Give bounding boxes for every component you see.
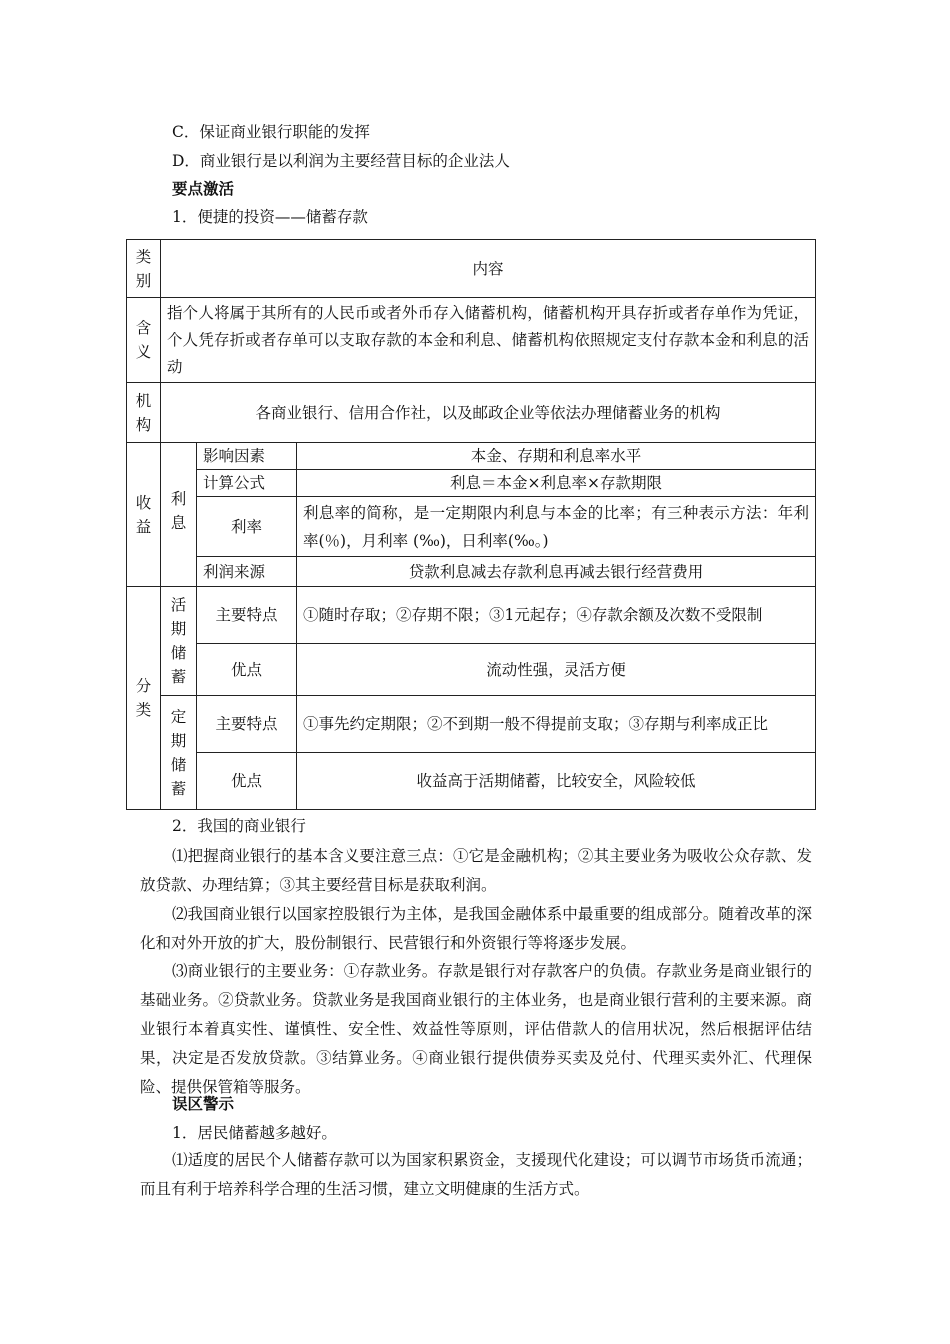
option-c: C．保证商业银行职能的发挥: [172, 123, 370, 141]
table-header-row: [127, 240, 816, 298]
label-lilv: 利率: [197, 497, 297, 557]
table-row-dingqi-tezheng: [127, 696, 816, 753]
text-yingxiang: 本金、存期和利息率水平: [297, 443, 816, 470]
label-hq-youdian: 优点: [197, 644, 297, 696]
item-heading-2: 2．我国的商业银行: [172, 817, 306, 835]
savings-table: [126, 239, 816, 810]
label-fenlei: 分类: [127, 587, 161, 810]
paragraph-3: ⑶商业银行的主要业务：①存款业务。存款是银行对存款客户的负债。存款业务是商业银行的基础业务。②贷款业务。贷款业务是我国商业银行的主体业务，也是商业银行营利的主要来源。商业银行本着真实性、谨慎性、安全性、效益性等原则，评估借款人的信用状况，然后根据评估结果，决定是否发放贷款。③结算业务。④商业银行提供债券买卖及兑付、代理买卖外汇、代理保险、提供保管箱等服务。: [140, 962, 812, 1096]
text-lilv: 利息率的简称，是一定期限内利息与本金的比率；有三种表示方法：年利率(％)，月利率 (‰)，日利率(‰。): [297, 497, 816, 557]
text-hq-youdian: 流动性强，灵活方便: [297, 644, 816, 696]
label-huoqi: 活期储蓄: [161, 587, 197, 696]
table-row-jigou: [127, 383, 816, 443]
section-heading-wuqu: 误区警示: [172, 1094, 235, 1113]
table-row-hanyi: [127, 298, 816, 383]
table-row-huoqi-tezheng: [127, 587, 816, 644]
section-heading-yaodian: 要点激活: [172, 179, 235, 198]
label-yingxiang: 影响因素: [197, 443, 297, 470]
table-row-lirun: [127, 557, 816, 587]
table-row-yingxiang: [127, 443, 816, 470]
label-dq-tezheng: 主要特点: [197, 696, 297, 753]
paragraph-1: ⑴把握商业银行的基本含义要注意三点：①它是金融机构；②其主要业务为吸收公众存款、发放贷款、办理结算；③其主要经营目标是获取利润。: [140, 847, 812, 894]
label-shouyi: 收益: [127, 443, 161, 587]
text-lirun: 贷款利息减去存款利息再减去银行经营费用: [297, 557, 816, 587]
paragraph-2: ⑵我国商业银行以国家控股银行为主体，是我国金融体系中最重要的组成部分。随着改革的深化和对外开放的扩大，股份制银行、民营银行和外资银行等将逐步发展。: [140, 905, 812, 952]
text-jigou: 各商业银行、信用合作社，以及邮政企业等依法办理储蓄业务的机构: [161, 383, 816, 443]
label-dingqi: 定期储蓄: [161, 696, 197, 810]
table-row-dingqi-youdian: [127, 753, 816, 810]
wuqu-item-1: 1．居民储蓄越多越好。: [172, 1124, 337, 1142]
text-dq-tezheng: ①事先约定期限；②不到期一般不得提前支取；③存期与利率成正比: [297, 696, 816, 753]
text-hanyi: 指个人将属于其所有的人民币或者外币存入储蓄机构，储蓄机构开具存折或者存单作为凭证，个人凭存折或者存单可以支取存款的本金和利息、储蓄机构依照规定支付存款本金和利息的活动: [161, 298, 816, 383]
label-gongshi: 计算公式: [197, 470, 297, 497]
table-row-huoqi-youdian: [127, 644, 816, 696]
label-dq-youdian: 优点: [197, 753, 297, 810]
header-leibie: 类别: [127, 240, 161, 298]
item-heading-1: 1．便捷的投资——储蓄存款: [172, 208, 368, 226]
wuqu-paragraph-1: ⑴适度的居民个人储蓄存款可以为国家积累资金，支援现代化建设；可以调节市场货币流通；而且有利于培养科学合理的生活习惯，建立文明健康的生活方式。: [140, 1151, 812, 1198]
text-dq-youdian: 收益高于活期储蓄，比较安全，风险较低: [297, 753, 816, 810]
header-neirong: 内容: [161, 240, 816, 298]
label-hanyi: 含义: [127, 298, 161, 383]
label-lixi: 利息: [161, 443, 197, 587]
label-jigou: 机构: [127, 383, 161, 443]
text-hq-tezheng: ①随时存取；②存期不限；③1元起存；④存款余额及次数不受限制: [297, 587, 816, 644]
option-d: D．商业银行是以利润为主要经营目标的企业法人: [172, 152, 510, 170]
label-hq-tezheng: 主要特点: [197, 587, 297, 644]
table-row-gongshi: [127, 470, 816, 497]
text-gongshi: 利息＝本金×利息率×存款期限: [297, 470, 816, 497]
label-lirun: 利润来源: [197, 557, 297, 587]
table-row-lilv: [127, 497, 816, 557]
